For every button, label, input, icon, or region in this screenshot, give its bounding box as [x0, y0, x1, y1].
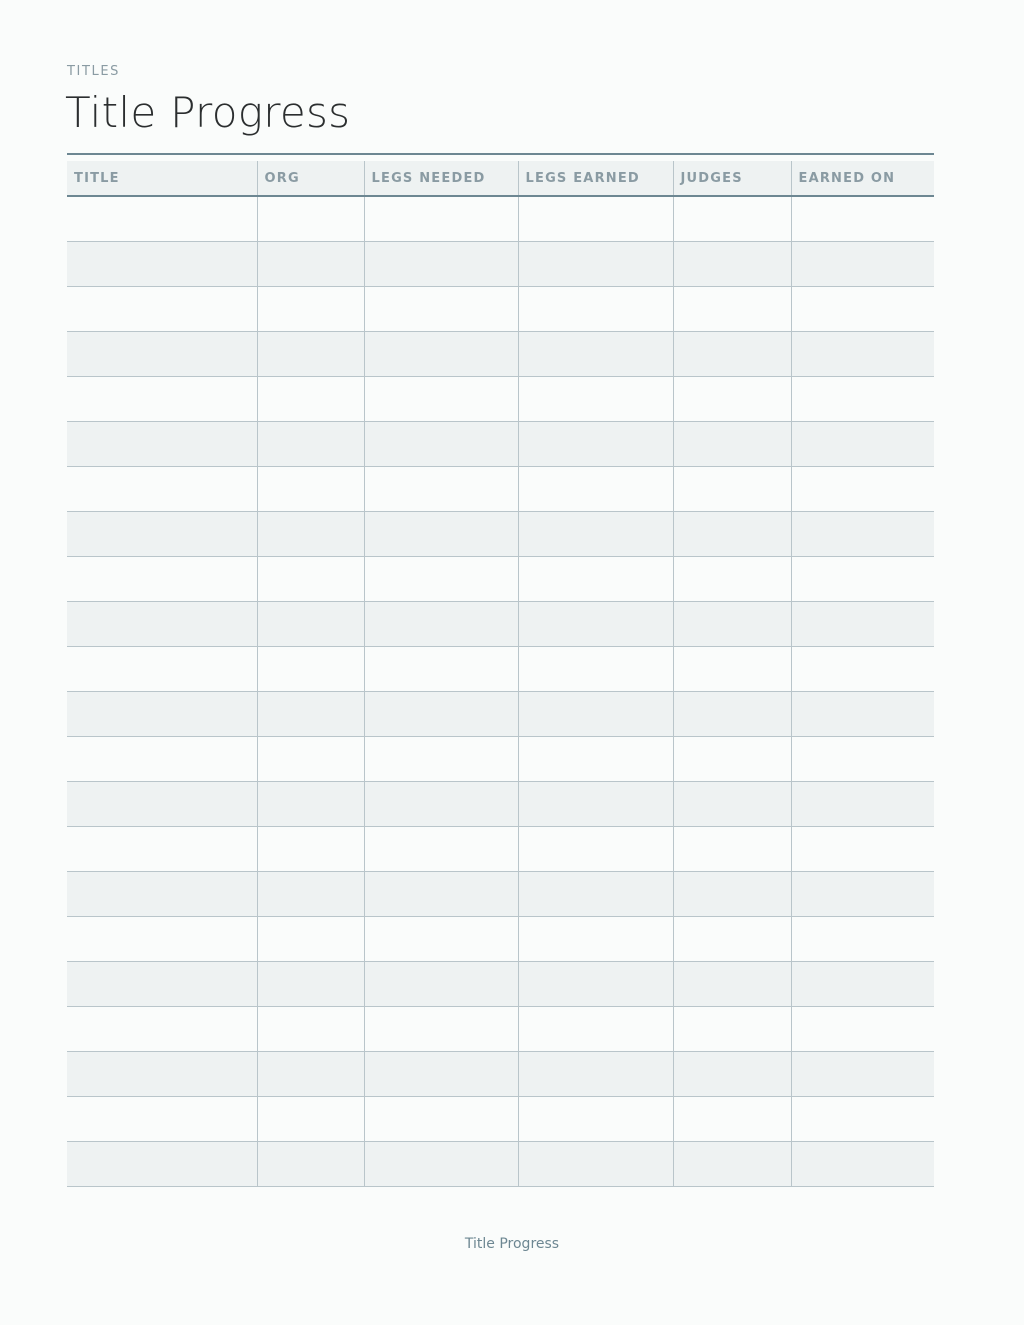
cell-org[interactable] — [257, 422, 364, 467]
cell-legs-earned[interactable] — [518, 827, 673, 872]
table-row — [67, 872, 934, 917]
cell-legs-earned[interactable] — [518, 1097, 673, 1142]
cell-earned-on[interactable] — [791, 557, 934, 602]
cell-org[interactable] — [257, 827, 364, 872]
cell-title[interactable] — [67, 422, 257, 467]
cell-legs-earned[interactable] — [518, 512, 673, 557]
cell-title[interactable] — [67, 512, 257, 557]
cell-legs-needed[interactable] — [364, 872, 518, 917]
cell-legs-earned[interactable] — [518, 647, 673, 692]
cell-judges[interactable] — [673, 1052, 791, 1097]
cell-org[interactable] — [257, 647, 364, 692]
cell-earned-on[interactable] — [791, 647, 934, 692]
cell-judges[interactable] — [673, 872, 791, 917]
table-row — [67, 692, 934, 737]
cell-org[interactable] — [257, 1052, 364, 1097]
cell-title[interactable] — [67, 962, 257, 1007]
page-footer: Title Progress — [464, 1236, 560, 1252]
cell-earned-on[interactable] — [791, 782, 934, 827]
table-row — [67, 737, 934, 782]
cell-title[interactable] — [67, 377, 257, 422]
cell-title[interactable] — [67, 872, 257, 917]
cell-legs-needed[interactable] — [364, 557, 518, 602]
cell-legs-needed[interactable] — [364, 1097, 518, 1142]
cell-legs-needed[interactable] — [364, 422, 518, 467]
table-row — [67, 782, 934, 827]
cell-org[interactable] — [257, 872, 364, 917]
cell-legs-earned[interactable] — [518, 242, 673, 287]
cell-earned-on[interactable] — [791, 1007, 934, 1052]
cell-earned-on[interactable] — [791, 332, 934, 377]
cell-earned-on[interactable] — [791, 422, 934, 467]
cell-earned-on[interactable] — [791, 827, 934, 872]
table-top-rule — [67, 153, 934, 155]
cell-legs-needed[interactable] — [364, 332, 518, 377]
table-row — [67, 1097, 934, 1142]
cell-earned-on[interactable] — [791, 512, 934, 557]
table-row — [67, 557, 934, 602]
cell-judges[interactable] — [673, 692, 791, 737]
cell-title[interactable] — [67, 557, 257, 602]
cell-legs-earned[interactable] — [518, 422, 673, 467]
cell-judges[interactable] — [673, 737, 791, 782]
cell-title[interactable] — [67, 692, 257, 737]
cell-judges[interactable] — [673, 512, 791, 557]
column-header-legs-earned: LEGS EARNED — [518, 161, 673, 196]
cell-legs-earned[interactable] — [518, 692, 673, 737]
cell-judges[interactable] — [673, 1142, 791, 1187]
cell-legs-earned[interactable] — [518, 287, 673, 332]
cell-earned-on[interactable] — [791, 242, 934, 287]
table-body — [67, 196, 934, 1187]
cell-legs-needed[interactable] — [364, 647, 518, 692]
cell-org[interactable] — [257, 196, 364, 242]
cell-legs-needed[interactable] — [364, 962, 518, 1007]
cell-title[interactable] — [67, 737, 257, 782]
cell-org[interactable] — [257, 737, 364, 782]
table-row — [67, 422, 934, 467]
table-row — [67, 962, 934, 1007]
cell-title[interactable] — [67, 287, 257, 332]
cell-org[interactable] — [257, 512, 364, 557]
cell-org[interactable] — [257, 917, 364, 962]
cell-org[interactable] — [257, 332, 364, 377]
cell-title[interactable] — [67, 467, 257, 512]
cell-legs-needed[interactable] — [364, 737, 518, 782]
table-row — [67, 1007, 934, 1052]
table-row — [67, 196, 934, 242]
table-row — [67, 332, 934, 377]
cell-title[interactable] — [67, 647, 257, 692]
cell-legs-needed[interactable] — [364, 692, 518, 737]
column-header-org: ORG — [257, 161, 364, 196]
cell-org[interactable] — [257, 1097, 364, 1142]
table-row — [67, 512, 934, 557]
cell-legs-needed[interactable] — [364, 287, 518, 332]
cell-earned-on[interactable] — [791, 467, 934, 512]
cell-title[interactable] — [67, 332, 257, 377]
cell-legs-earned[interactable] — [518, 872, 673, 917]
column-header-title: TITLE — [67, 161, 257, 196]
cell-legs-earned[interactable] — [518, 962, 673, 1007]
cell-title[interactable] — [67, 196, 257, 242]
cell-legs-needed[interactable] — [364, 467, 518, 512]
cell-title[interactable] — [67, 242, 257, 287]
cell-judges[interactable] — [673, 287, 791, 332]
cell-legs-needed[interactable] — [364, 377, 518, 422]
cell-org[interactable] — [257, 1007, 364, 1052]
cell-org[interactable] — [257, 377, 364, 422]
cell-earned-on[interactable] — [791, 917, 934, 962]
table-row — [67, 602, 934, 647]
cell-earned-on[interactable] — [791, 377, 934, 422]
cell-judges[interactable] — [673, 782, 791, 827]
cell-judges[interactable] — [673, 917, 791, 962]
cell-judges[interactable] — [673, 467, 791, 512]
cell-org[interactable] — [257, 467, 364, 512]
section-label: TITLES — [67, 64, 121, 79]
cell-title[interactable] — [67, 602, 257, 647]
cell-legs-earned[interactable] — [518, 917, 673, 962]
cell-legs-needed[interactable] — [364, 196, 518, 242]
cell-title[interactable] — [67, 1097, 257, 1142]
cell-legs-earned[interactable] — [518, 1052, 673, 1097]
cell-legs-earned[interactable] — [518, 602, 673, 647]
cell-legs-earned[interactable] — [518, 377, 673, 422]
cell-judges[interactable] — [673, 827, 791, 872]
cell-title[interactable] — [67, 1142, 257, 1187]
header-row — [67, 161, 934, 196]
cell-judges[interactable] — [673, 1007, 791, 1052]
cell-judges[interactable] — [673, 196, 791, 242]
cell-title[interactable] — [67, 1007, 257, 1052]
cell-earned-on[interactable] — [791, 287, 934, 332]
cell-org[interactable] — [257, 1142, 364, 1187]
cell-org[interactable] — [257, 602, 364, 647]
cell-legs-needed[interactable] — [364, 1142, 518, 1187]
cell-judges[interactable] — [673, 332, 791, 377]
cell-legs-earned[interactable] — [518, 782, 673, 827]
cell-judges[interactable] — [673, 422, 791, 467]
cell-legs-earned[interactable] — [518, 1007, 673, 1052]
cell-earned-on[interactable] — [791, 737, 934, 782]
cell-judges[interactable] — [673, 377, 791, 422]
table-row — [67, 287, 934, 332]
cell-legs-needed[interactable] — [364, 602, 518, 647]
progress-grid — [67, 161, 934, 1187]
cell-earned-on[interactable] — [791, 872, 934, 917]
cell-title[interactable] — [67, 917, 257, 962]
cell-legs-needed[interactable] — [364, 1052, 518, 1097]
table-row — [67, 647, 934, 692]
cell-title[interactable] — [67, 1052, 257, 1097]
cell-legs-earned[interactable] — [518, 1142, 673, 1187]
table-row — [67, 827, 934, 872]
cell-legs-earned[interactable] — [518, 737, 673, 782]
cell-legs-needed[interactable] — [364, 782, 518, 827]
cell-earned-on[interactable] — [791, 962, 934, 1007]
cell-earned-on[interactable] — [791, 602, 934, 647]
column-header-judges: JUDGES — [673, 161, 791, 196]
cell-legs-earned[interactable] — [518, 467, 673, 512]
table-row — [67, 917, 934, 962]
title-progress-table — [67, 153, 934, 1187]
cell-earned-on[interactable] — [791, 1052, 934, 1097]
cell-org[interactable] — [257, 782, 364, 827]
cell-legs-needed[interactable] — [364, 512, 518, 557]
table-row — [67, 467, 934, 512]
cell-earned-on[interactable] — [791, 1097, 934, 1142]
cell-judges[interactable] — [673, 647, 791, 692]
table-row — [67, 377, 934, 422]
cell-legs-earned[interactable] — [518, 196, 673, 242]
table-row — [67, 242, 934, 287]
cell-title[interactable] — [67, 782, 257, 827]
cell-judges[interactable] — [673, 557, 791, 602]
cell-legs-needed[interactable] — [364, 242, 518, 287]
column-header-earned-on: EARNED ON — [791, 161, 934, 196]
cell-earned-on[interactable] — [791, 1142, 934, 1187]
cell-judges[interactable] — [673, 242, 791, 287]
column-header-legs-needed: LEGS NEEDED — [364, 161, 518, 196]
cell-legs-earned[interactable] — [518, 332, 673, 377]
cell-org[interactable] — [257, 242, 364, 287]
cell-org[interactable] — [257, 287, 364, 332]
cell-earned-on[interactable] — [791, 692, 934, 737]
cell-org[interactable] — [257, 962, 364, 1007]
cell-judges[interactable] — [673, 962, 791, 1007]
cell-earned-on[interactable] — [791, 196, 934, 242]
cell-org[interactable] — [257, 692, 364, 737]
cell-judges[interactable] — [673, 1097, 791, 1142]
table-row — [67, 1142, 934, 1187]
table-row — [67, 1052, 934, 1097]
cell-legs-needed[interactable] — [364, 1007, 518, 1052]
cell-legs-earned[interactable] — [518, 557, 673, 602]
page-title: Title Progress — [65, 88, 351, 137]
cell-legs-needed[interactable] — [364, 827, 518, 872]
cell-legs-needed[interactable] — [364, 917, 518, 962]
cell-judges[interactable] — [673, 602, 791, 647]
cell-title[interactable] — [67, 827, 257, 872]
cell-org[interactable] — [257, 557, 364, 602]
